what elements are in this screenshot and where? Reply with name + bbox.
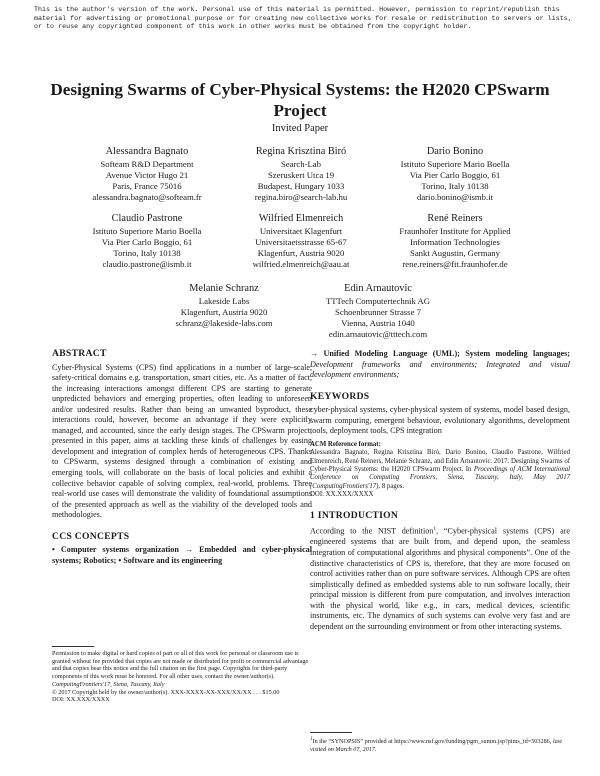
author-address: Via Pier Carlo Boggio, 61 [101,236,193,247]
author-block [278,283,478,341]
footer-rule [52,646,94,647]
abstract-heading: ABSTRACT [52,348,107,359]
author-name: Alessandra Bagnato [105,146,189,157]
author-name: Regina Krisztina Biró [255,146,347,157]
author-city: Sankt Augustin, Germany [409,248,500,259]
author-name: Wilfried Elmenreich [258,213,344,224]
keywords-text: cyber-physical systems, cyber-physical system of systems, model based design, swarm computing, emergent behaviour, evolutionary algorithms, development tools, deployment tools, CPS integration [310,405,570,436]
author-email: schranz@lakeside-labs.com [175,318,273,329]
author-email: claudio.pastrone@ismb.it [102,259,192,270]
author-name: Claudio Pastrone [111,213,183,224]
footnote-area [310,732,570,753]
author-name: Melanie Schranz [189,283,259,294]
ccs-continuation-italic: Development frameworks and environments; Integrated and visual development environments; [310,359,570,380]
permission-doi: DOI: XX.XXX/XXXX [52,696,110,704]
author-address: Szeruskert Utca 19 [267,169,335,180]
copyright-notice: This is the author's version of the work. Personal use of this material is permitted. However, permission to reprint/republish this material for advertising or promotional purpose or for creating new collective works for resale or redistribution to servers or lists, or to reuse any copyrighted component of this work in other works must be obtained from the copyright holder. [34,6,572,32]
abstract-text: Cyber-Physical Systems (CPS) find applications in a number of large-scale, safety-critical domains e.g. transportation, smart cities, etc. As a matter of fact, the increasing interactions amongst different CPS are starting to generate unpredicted behaviors and emerging properties, often leading to unforeseen and/or undesired results. Rather than being an unwanted byproduct, these interactions could, however, become an advantage if they were explicitly managed, and accounted, since the early design stages. The CPSwarm project, presented in this paper, aims at tackling these kinds of challenges by easing development and integration of complex herds of heterogeneous CPS. Thanks to CPSwarm, systems designed through a combination of existing and emerging tools, will collaborate on the basis of local policies and exhibit a collective behavior capable of solving complex, real-world, problems. Three real-world use cases will demonstrate the validity of foundational assumptions of the presented approach as well as the viability of the developed tools and methodologies. [52,362,312,520]
author-block [355,146,555,204]
ccs-continuation-bold: → Unified Modeling Language (UML); System modeling languages; [310,349,570,358]
keywords-heading: KEYWORDS [310,390,370,402]
author-affiliation: Softeam R&D Department [100,158,194,169]
author-city: Budapest, Hungary 1033 [257,181,345,192]
author-city: Klagenfurt, Austria 9020 [257,248,345,259]
ccs-continuation [310,349,570,381]
footnote-rule [310,732,352,733]
author-email: edin.arnautovic@tttech.com [328,329,428,340]
copyright-line: © 2017 Copyright held by the owner/author(s). XXX-XXXX-XX-XXX/XX/XX . . . $15.00 [52,688,280,696]
author-name: Dario Bonino [426,146,484,157]
footnote-number: 1 [310,736,313,742]
paper-subtitle: Invited Paper [271,123,329,134]
acm-reference-venue: Proceedings of ACM International Conference on Computing Frontiers, Siena, Tuscany, Italy, May 2017 (ComputingFrontiers'17), [310,466,571,490]
author-name: Edin Arnautovic [344,283,412,294]
permission-footer [52,646,312,704]
author-name: René Reiners [427,213,483,224]
author-block [355,213,555,271]
author-affiliation: TTTech Computertechnik AG [325,295,431,306]
author-email: wilfried.elmenreich@aau.at [252,259,350,270]
acm-reference-pages: 8 pages. [380,482,405,490]
introduction-text [310,524,570,632]
author-affiliation: Search-Lab [280,158,322,169]
author-address: Schoenbrunner Strasse 7 [335,306,421,317]
acm-reference-doi: DOI: XX.XXX/XXXX [310,491,374,499]
author-city: Vienna, Austria 1040 [341,318,415,329]
acm-reference-text [310,449,570,499]
right-column [310,349,570,632]
author-address: Universitaetsstrasse 65-67 [255,236,347,247]
author-address: Via Pier Carlo Boggio, 61 [409,169,501,180]
intro-text-start: According to the NIST definition [310,526,434,536]
author-email: dario.bonino@ismb.it [416,192,494,203]
footnote-marker: 1 [433,526,437,533]
author-email: regina.biro@search-lab.hu [254,192,348,203]
author-city: Paris, France 75016 [112,181,182,192]
author-affiliation: Istituto Superiore Mario Boella [400,158,510,169]
author-address: Information Technologies [410,236,500,247]
author-affiliation: Lakeside Labs [198,295,250,306]
introduction-heading: 1 INTRODUCTION [310,509,399,521]
paper-title: Designing Swarms of Cyber-Physical Systems: the H2020 CPSwarm Project [50,80,550,120]
author-affiliation: Fraunhofer Institute for Applied [399,225,511,236]
author-city: Klagenfurt, Austria 9020 [180,306,268,317]
ccs-text: • Computer systems organization → Embedded and cyber-physical systems; Robotics; • Software and its engineering [52,545,312,565]
left-column [52,349,312,566]
intro-text-rest: , “Cyber-physical systems (CPS) are engineered systems that are built from, and depend upon, the seamless integration of computational algorithms and physical components”. One of the distinctive characteristics of CPS is, therefore, that they are more focused on control activities rather than on pure software services. Although CPS are often simplistically defined as embedded systems able to run software locally, their principal mission is different from pure computation, and involves interaction with the physical world, like e.g., in cars, medical devices, scientific instruments, etc. The dynamics of such systems can evolve very fast and are dependent on the surrounding environment or from other interacting systems. [310,526,570,631]
author-affiliation: Istituto Superiore Mario Boella [92,225,202,236]
author-email: rene.reiners@fit.fraunhofer.de [402,259,508,270]
conference-line: ComputingFrontiers'17, Siena, Tuscany, Italy [52,680,165,688]
author-address: Avenue Victor Hugo 21 [105,169,189,180]
footnote-text [310,736,570,753]
author-email: alessandra.bagnato@softeam.fr [92,192,202,203]
footnote-visit-date: last visited on March 07, 2017. [310,738,562,753]
acm-reference-authors: Alessandra Bagnato, Regina Krisztina Biró, Dario Bonino, Claudio Pastrone, Wilfried Elmenreich, René Reiners, Melanie Schranz, and Edin Arnautovic. 2017. Designing Swarms of Cyber-Physical Systems: the H2020 CPSwarm Project. In [310,449,570,474]
permission-text: Permission to make digital or hard copies of part or all of this work for personal or classroom use is granted without fee provided that copies are not made or distributed for profit or commercial advantage and that copies bear this notice and the full citation on the first page. Copyrights for third-party components of this work must be honored. For all other uses, contact the owner/author(s). [52,650,309,681]
acm-reference-heading: ACM Reference format: [310,440,381,448]
author-city: Torino, Italy 10138 [113,248,181,259]
author-affiliation: Universitaet Klagenfurt [259,225,343,236]
footnote-body: In the “SYNOPSIS” provided at https://www.nsf.gov/funding/pgm_summ.jsp?pims_id=503286, [312,738,553,746]
ccs-heading: CCS CONCEPTS [52,530,130,542]
author-city: Torino, Italy 10138 [421,181,489,192]
